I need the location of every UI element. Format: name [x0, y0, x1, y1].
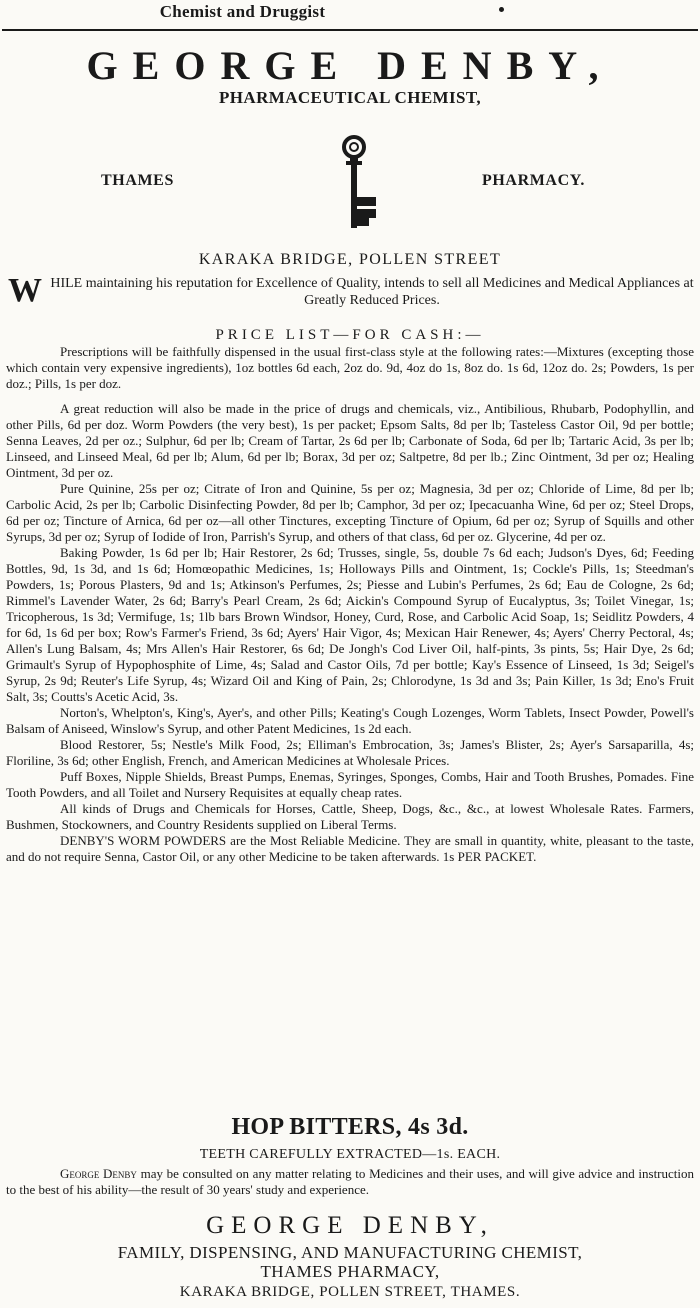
price-list-body	[6, 344, 694, 865]
address-heading: KARAKA BRIDGE, POLLEN STREET	[198, 251, 502, 268]
key-icon	[330, 133, 380, 233]
veterinary-paragraph: All kinds of Drugs and Chemicals for Horses, Cattle, Sheep, Dogs, &c., &c., at lowest Wholesale Rates. Farmers, Bushmen, Stockowners, and Country Residents supplied on Liberal Terms.	[6, 801, 694, 832]
drugs-paragraph: A great reduction will also be made in the price of drugs and chemicals, viz., Antibilious, Rhubarb, Podophyllin, and other Pills, 6d per doz. Worm Powders (the very best), 1s per packet; Epsom Salts, 8d per lb; Tasteless Castor Oil, 9d per bottle; Senna Leaves, 2d per oz.; Sulphur, 6d per lb; Cream of Tartar, 2s 6d per lb; Carbonate of Soda, 6d per lb; Tartaric Acid, 3s per lb; Linseed, and Linseed Meal, 6d per lb; Alum, 6d per lb; Borax, 3d per oz; Saltpetre, 8d per lb.; Zinc Ointment, 3d per oz; Healing Ointment, 3d per oz.	[6, 401, 694, 480]
consult-text: may be consulted on any matter relating to Medicines and their uses, and will give advice and instruction to the best of his ability—the result of 30 years' study and experience.	[6, 1166, 694, 1197]
teeth-notice: TEETH CAREFULLY EXTRACTED—1s. EACH.	[199, 1147, 501, 1162]
toilet-paragraph: Puff Boxes, Nipple Shields, Breast Pumps, Enemas, Syringes, Sponges, Combs, Hair and Tooth Brushes, Pomades. Fine Tooth Powders, and all Toilet and Nursery Requisites at equally cheap rates.	[6, 769, 694, 800]
blood-restorer-paragraph: Blood Restorer, 5s; Nestle's Milk Food, 2s; Elliman's Embrocation, 3s; James's Blister, 2s; Ayer's Sarsaparilla, 4s; Floriline, 3s 6d; other English, French, and American Medicines at Wholesale Prices.	[6, 737, 694, 768]
prescriptions-paragraph: Prescriptions will be faithfully dispensed in the usual first-class style at the following rates:—Mixtures (excepting those which contain very expensive ingredients), 1oz bottles 6d each, 2oz do. 9d, 4oz do 1s, 8oz do. 1s 6d, 12oz do. 2s; Powders, 1s per doz.; Pills, 1s per doz.	[6, 344, 694, 391]
drop-cap: W	[8, 272, 42, 309]
publication-title: Chemist and Druggist	[159, 2, 326, 21]
sundries-paragraph: Baking Powder, 1s 6d per lb; Hair Restorer, 2s 6d; Trusses, single, 5s, double 7s 6d each; Judson's Dyes, 6d; Feeding Bottles, 9d, 1s 3d, and 1s 6d; Homœopathic Medicines, 1s; Holloways Pills and Ointment, 1s; Cockle's Pills, 1s; Steedman's Powders, 1s; Porous Plasters, 9d and 1s; Atkinson's Perfumes, 2s; Piesse and Lubin's Perfumes, 2s 6d; Eau de Cologne, 2s 6d; Rimmel's Lavender Water, 2s 6d; Barry's Pearl Cream, 2s 6d; Aickin's Compound Syrup of Eucalyptus, 3s; Toilet Vinegar, 1s; Tricopherous, 1s 3d; Vermifuge, 1s; 1lb bars Brown Windsor, Honey, Curd, Rose, and Carbolic Acid Soap, 1s; Seidlitz Powders, 4 for 6d, 1s 6d per box; Row's Farmer's Friend, 3s 6d; Ayers' Hair Vigor, 4s; Mexican Hair Renewer, 4s; Ayers' Cherry Pectoral, 4s; Allen's Lung Balsam, 4s; Mrs Allen's Hair Restorer, 6s 6d; De Jongh's Cod Liver Oil, half-pints, 3s pints, 5s; Hair Dye, 2s 6d; Grimault's Syrup of Hypophosphite of Lime, 4s; Salad and Castor Oils, 7d per bottle; Kay's Essence of Linseed, 1s 3d; Seigel's Syrup, 2s 9d; Reuter's Life Syrup, 4s; Wizard Oil and King of Pain, 2s; Chlorodyne, 1s 3d and 3s; Pain Killer, 1s 3d; Eno's Fruit Salt, 3s; Coutts's Acetic Acid, 3s.	[6, 545, 694, 704]
page-header	[0, 0, 700, 30]
advertiser-title: PHARMACEUTICAL CHEMIST,	[218, 88, 482, 107]
consult-paragraph	[6, 1166, 694, 1198]
header-dot	[499, 7, 504, 12]
footer-pharmacy: THAMES PHARMACY,	[260, 1262, 440, 1281]
price-list-title: PRICE LIST—FOR CASH:—	[215, 327, 485, 343]
footer-name: GEORGE DENBY,	[206, 1212, 494, 1239]
footer-profession: FAMILY, DISPENSING, AND MANUFACTURING CHEMIST,	[117, 1243, 583, 1262]
quinine-paragraph: Pure Quinine, 25s per oz; Citrate of Iron and Quinine, 5s per oz; Magnesia, 3d per oz; Chloride of Lime, 8d per lb; Carbolic Acid, 2s per lb; Carbolic Disinfecting Powder, 8d per lb; Camphor, 3d per oz; Ipecacuanha Wine, 6d per oz; Steel Drops, 6d per oz; Tincture of Arnica, 6d per oz—all other Tinctures, excepting Tincture of Opium, 6d per oz; Syrup of Squills and other Syrups, 3d per oz; Syrup of Iodide of Iron, Parrish's Syrup, and others of that class, 6d per oz. Glycerine, 4d per oz.	[6, 481, 694, 544]
footer-address: KARAKA BRIDGE, POLLEN STREET, THAMES.	[179, 1284, 521, 1300]
intro-text: HILE maintaining his reputation for Excellence of Quality, intends to sell all Medicines and Medical Appliances at Greatly Reduced Prices.	[50, 276, 694, 308]
consult-block	[6, 1166, 694, 1198]
header-rule	[2, 29, 698, 31]
left-word: THAMES	[101, 172, 174, 189]
worm-powders-paragraph: DENBY'S WORM POWDERS are the Most Reliable Medicine. They are small in quantity, white, pleasant to the taste, and do not require Senna, Castor Oil, or any other Medicine to be taken afterwards. 1s PER PACKET.	[6, 833, 694, 864]
hop-bitters-heading: HOP BITTERS, 4s 3d.	[231, 1114, 469, 1140]
advertiser-name: GEORGE DENBY,	[86, 43, 614, 88]
right-word: PHARMACY.	[482, 172, 586, 189]
pills-paragraph: Norton's, Whelpton's, King's, Ayer's, and other Pills; Keating's Cough Lozenges, Worm Tablets, Insect Powder, Powell's Balsam of Aniseed, Winslow's Syrup, and other Patent Medicines, 1s 2d each.	[6, 705, 694, 736]
consult-name: George Denby	[60, 1166, 137, 1181]
